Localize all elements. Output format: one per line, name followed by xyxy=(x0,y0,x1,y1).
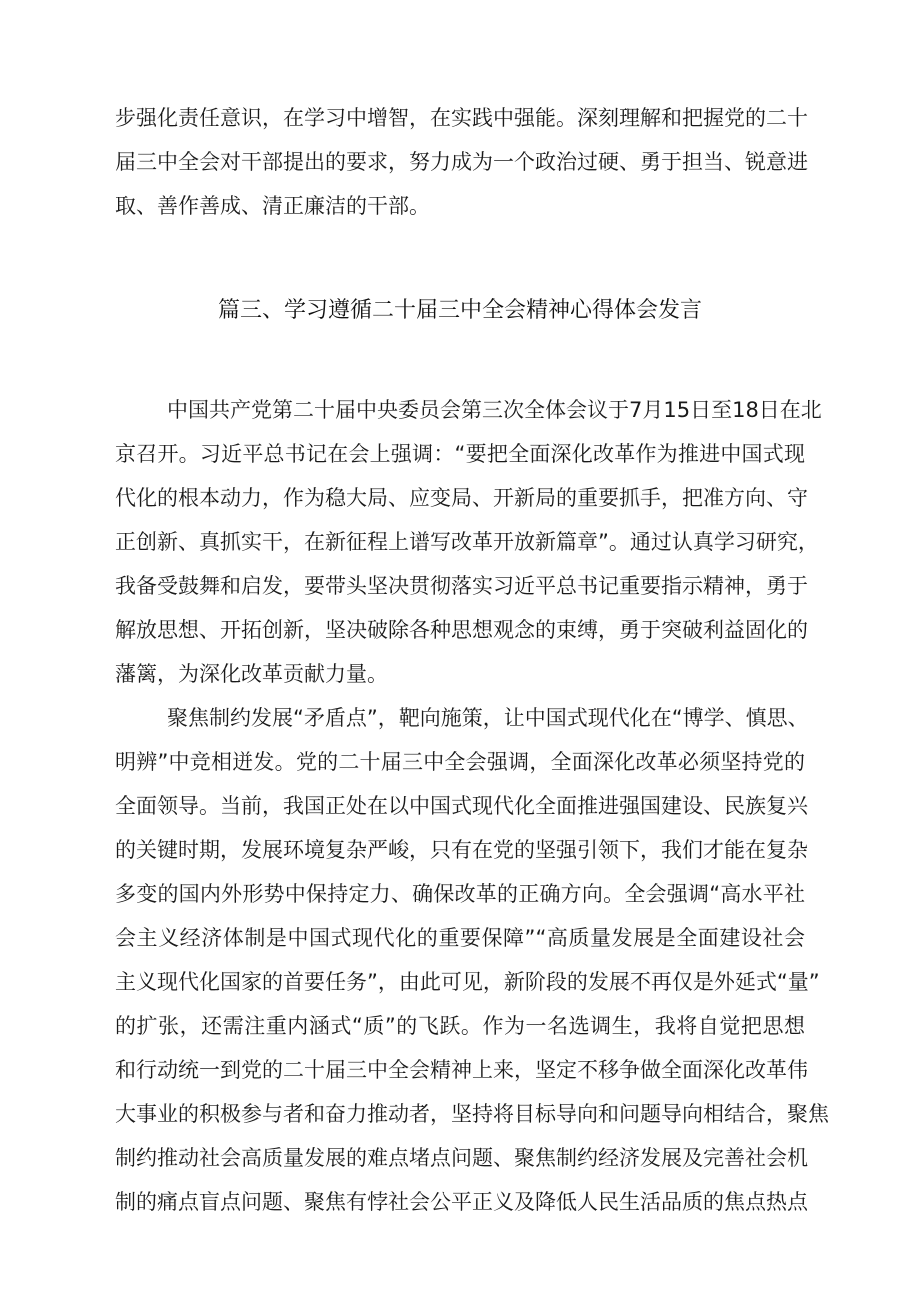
text-line: 明辨”中竞相迸发。党的二十届三中全会强调，全面深化改革必须坚持党的 xyxy=(115,750,805,774)
text-line: 和行动统一到党的二十届三中全会精神上来，坚定不移争做全面深化改革伟 xyxy=(115,1058,808,1082)
text-line: 聚焦制约发展“矛盾点”，靶向施策，让中国式现代化在“博学、慎思、 xyxy=(167,706,809,730)
text-line: 正创新、真抓实干，在新征程上谱写改革开放新篇章”。通过认真学习研究， xyxy=(115,530,819,554)
text-line: 解放思想、开拓创新，坚决破除各种思想观念的束缚，勇于突破利益固化的 xyxy=(115,618,808,642)
text-line: 大事业的积极参与者和奋力推动者，坚持将目标导向和问题导向相结合，聚焦 xyxy=(115,1102,829,1126)
text-line: 届三中全会对干部提出的要求，努力成为一个政治过硬、勇于担当、锐意进 xyxy=(115,150,808,174)
text-line: 会主义经济体制是中国式现代化的重要保障”“高质量发展是全面建设社会 xyxy=(115,926,805,950)
paragraph-continued xyxy=(115,96,808,228)
section-title: 篇三、学习遵循二十届三中全会精神心得体会发言 xyxy=(217,298,702,323)
text-line: 的扩张，还需注重内涵式“质”的飞跃。作为一名选调生，我将自觉把思想 xyxy=(115,1014,805,1038)
text-line: 多变的国内外形势中保持定力、确保改革的正确方向。全会强调“高水平社 xyxy=(115,882,805,906)
text-line: 的关键时期，发展环境复杂严峻，只有在党的坚强引领下，我们才能在复杂 xyxy=(115,838,808,862)
text-line: 代化的根本动力，作为稳大局、应变局、开新局的重要抓手，把准方向、守 xyxy=(115,486,808,510)
text-line: 中国共产党第二十届中央委员会第三次全体会议于7月15日至18日在北 xyxy=(167,398,822,422)
text-line: 藩篱，为深化改革贡献力量。 xyxy=(115,662,388,686)
paragraph-1 xyxy=(115,388,822,696)
paragraph-2 xyxy=(115,696,829,1224)
text-line: 我备受鼓舞和启发，要带头坚决贯彻落实习近平总书记重要指示精神，勇于 xyxy=(115,574,808,598)
text-line: 主义现代化国家的首要任务”，由此可见，新阶段的发展不再仅是外延式“量” xyxy=(115,970,820,994)
text-line: 京召开。习近平总书记在会上强调：“要把全面深化改革作为推进中国式现 xyxy=(115,442,805,466)
text-line: 全面领导。当前，我国正处在以中国式现代化全面推进强国建设、民族复兴 xyxy=(115,794,808,818)
text-line: 取、善作善成、清正廉洁的干部。 xyxy=(115,194,430,218)
document-body xyxy=(115,96,829,1224)
text-line: 制约推动社会高质量发展的难点堵点问题、聚焦制约经济发展及完善社会机 xyxy=(115,1146,808,1170)
text-line: 步强化责任意识，在学习中增智，在实践中强能。深刻理解和把握党的二十 xyxy=(115,106,808,130)
text-line: 制的痛点盲点问题、聚焦有悖社会公平正义及降低人民生活品质的焦点热点 xyxy=(115,1190,808,1214)
